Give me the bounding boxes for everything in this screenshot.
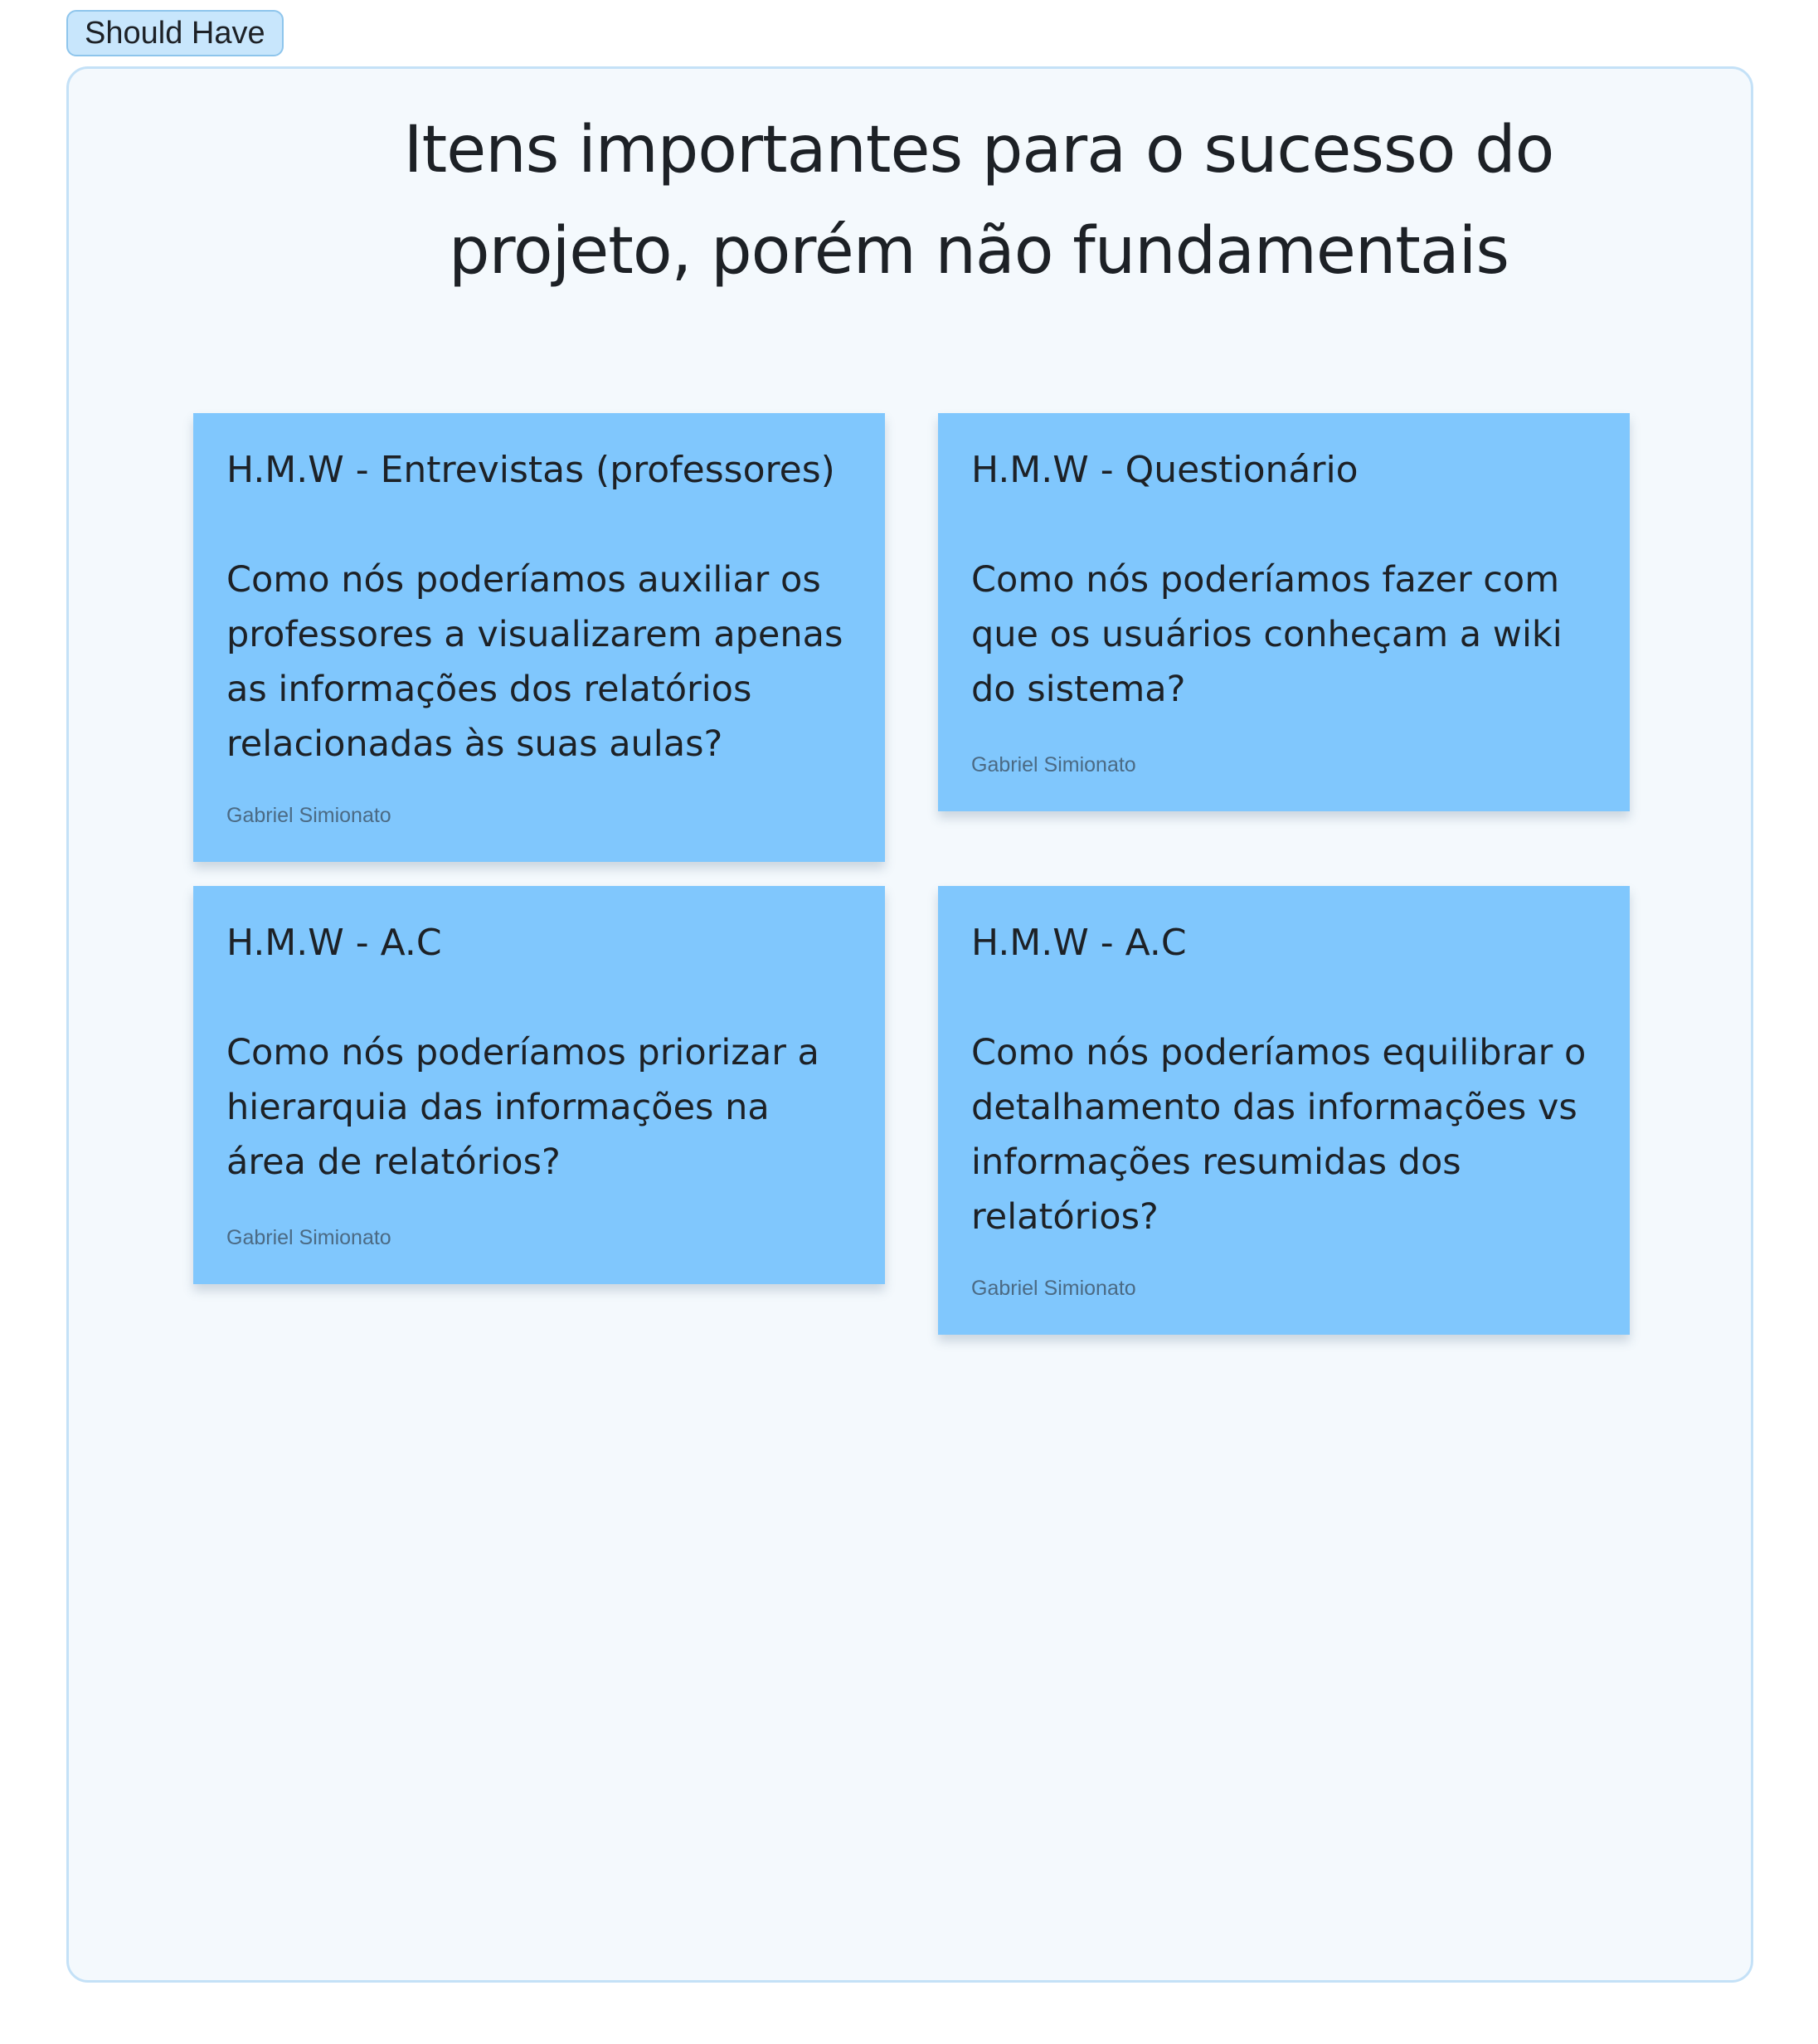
sticky-note[interactable] [938, 886, 1630, 1335]
frame-label-tag[interactable]: Should Have [66, 10, 284, 56]
sticky-note[interactable] [938, 413, 1630, 811]
note-title: H.M.W - Entrevistas (professores) [226, 449, 835, 491]
frame-title: Itens importantes para o sucesso do projeto, porém não fundamentais [403, 113, 1554, 289]
note-title: H.M.W - A.C [226, 922, 442, 964]
note-author: Gabriel Simionato [971, 753, 1136, 776]
note-body: Como nós poderíamos equilibrar o detalhamento das informações vs informações resumidas dos relatórios? [971, 1032, 1587, 1238]
note-title: H.M.W - A.C [971, 922, 1187, 964]
note-body: Como nós poderíamos fazer com que os usuários conheçam a wiki do sistema? [971, 559, 1563, 710]
sticky-note[interactable] [193, 886, 885, 1284]
note-author: Gabriel Simionato [226, 1226, 391, 1249]
note-author: Gabriel Simionato [226, 804, 391, 827]
note-author: Gabriel Simionato [971, 1277, 1136, 1300]
note-title: H.M.W - Questionário [971, 449, 1359, 491]
note-body: Como nós poderíamos auxiliar os professores a visualizarem apenas as informações dos relatórios relacionadas às suas aulas? [226, 559, 843, 765]
note-body: Como nós poderíamos priorizar a hierarquia das informações na área de relatórios? [226, 1032, 819, 1183]
sticky-note[interactable] [193, 413, 885, 862]
